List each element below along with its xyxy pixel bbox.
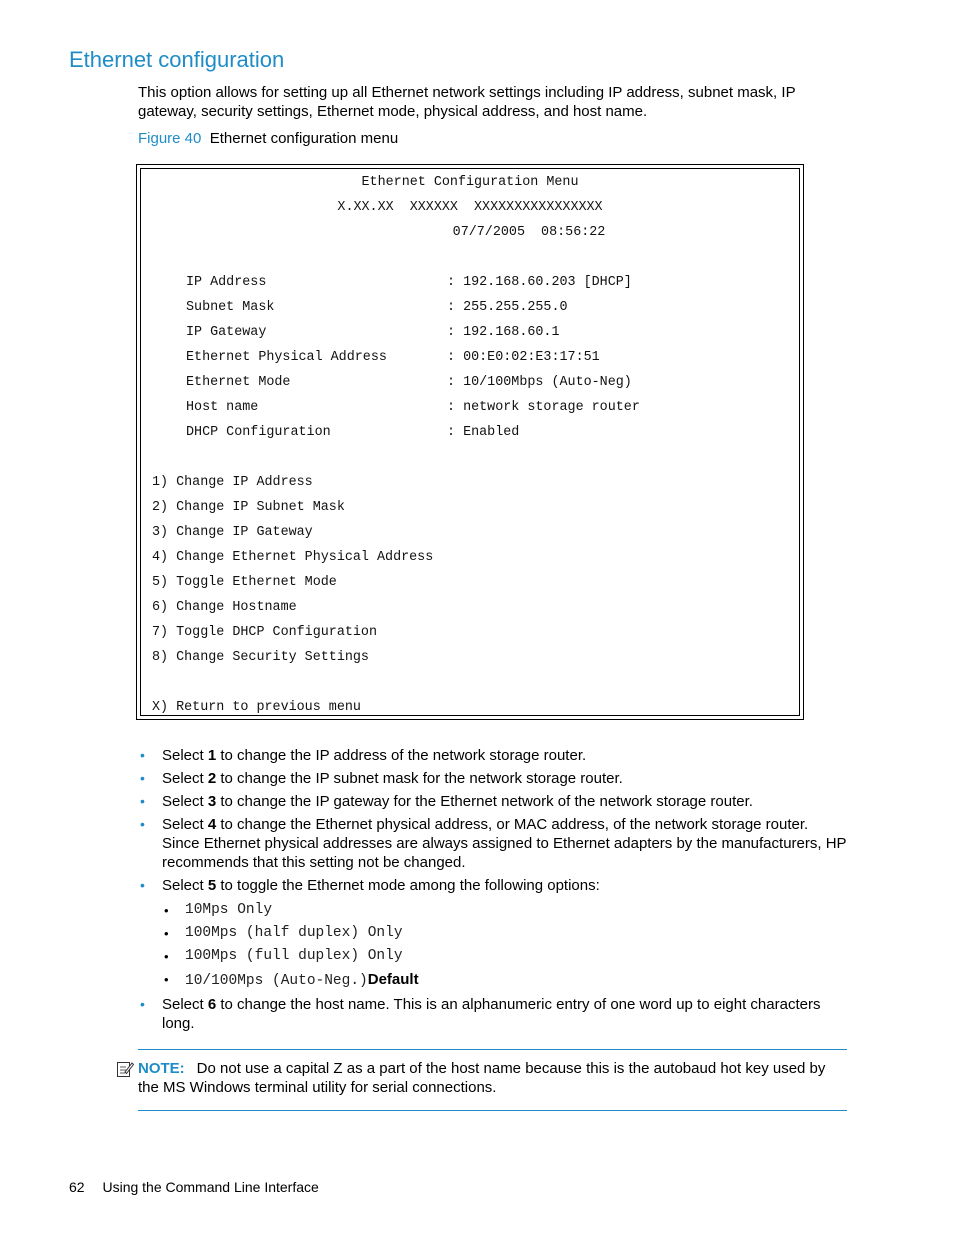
bullet-post: to change the IP subnet mask for the network storage router.	[216, 770, 623, 787]
mode-option-text: 10Mps Only	[185, 902, 273, 918]
bullet-key: 2	[207, 770, 217, 787]
list-item	[138, 815, 848, 872]
list-item	[138, 769, 848, 788]
setting-value: : Enabled	[447, 425, 520, 440]
sub-bullet-icon: •	[164, 926, 169, 941]
figure-caption-text: Ethernet configuration menu	[209, 130, 399, 147]
setting-value: : 10/100Mbps (Auto-Neg)	[447, 375, 632, 390]
setting-label: Ethernet Mode	[186, 375, 291, 390]
sub-bullet-icon: •	[164, 972, 169, 987]
bullet-pre: Select	[162, 816, 208, 833]
bullet-post: to toggle the Ethernet mode among the following options:	[216, 877, 600, 894]
figure-label: Figure 40	[138, 130, 202, 147]
setting-label: Ethernet Physical Address	[186, 350, 387, 365]
mode-option-list	[162, 899, 848, 991]
setting-label: IP Address	[186, 275, 267, 290]
default-label: Default	[367, 971, 419, 988]
mode-option-text: 100Mps (full duplex) Only	[185, 948, 403, 964]
terminal-version-line: X.XX.XX XXXXXX XXXXXXXXXXXXXXXX	[337, 200, 603, 215]
bullet-pre: Select	[162, 793, 208, 810]
mode-option	[162, 968, 848, 991]
setting-label: Subnet Mask	[186, 300, 275, 315]
menu-option: 7) Toggle DHCP Configuration	[152, 625, 377, 640]
option-bullet-list	[138, 746, 848, 1037]
bullet-key: 6	[207, 996, 217, 1013]
setting-label: Host name	[186, 400, 259, 415]
list-item	[138, 876, 848, 991]
list-item	[138, 995, 848, 1033]
sub-bullet-icon: •	[164, 903, 169, 918]
footer-section-title: Using the Command Line Interface	[102, 1179, 319, 1195]
bullet-icon: •	[140, 793, 145, 809]
menu-option: 4) Change Ethernet Physical Address	[152, 550, 434, 565]
bullet-post: to change the Ethernet physical address, or MAC address, of the network storage router. Since Ethernet physical addresses are always assigned to Ethernet adapters by the manufacturers, HP recommends that this setting not be changed.	[162, 816, 847, 871]
terminal-screen	[136, 164, 804, 720]
figure-caption	[138, 130, 398, 147]
setting-value: : 192.168.60.1	[447, 325, 560, 340]
bullet-key: 1	[207, 747, 217, 764]
bullet-key: 5	[207, 877, 217, 894]
bullet-key: 3	[207, 793, 217, 810]
bullet-icon: •	[140, 747, 145, 763]
setting-value: : network storage router	[447, 400, 640, 415]
setting-value: : 192.168.60.203 [DHCP]	[447, 275, 632, 290]
page-number: 62	[69, 1179, 85, 1195]
bullet-pre: Select	[162, 877, 208, 894]
note-pencil-icon	[116, 1060, 134, 1078]
menu-option: 2) Change IP Subnet Mask	[152, 500, 345, 515]
bullet-key: 4	[207, 816, 217, 833]
list-item	[138, 792, 848, 811]
setting-value: : 255.255.255.0	[447, 300, 568, 315]
setting-label: IP Gateway	[186, 325, 267, 340]
bullet-post: to change the IP gateway for the Ethernet network of the network storage router.	[216, 793, 753, 810]
bullet-icon: •	[140, 877, 145, 893]
terminal-menu-title: Ethernet Configuration Menu	[361, 175, 579, 190]
note-text-block	[138, 1060, 843, 1097]
section-title: Ethernet configuration	[69, 47, 285, 72]
page-footer	[69, 1179, 319, 1195]
menu-option: 5) Toggle Ethernet Mode	[152, 575, 337, 590]
mode-option-text: 10/100Mps (Auto-Neg.)	[185, 973, 368, 989]
note-label: NOTE:	[138, 1060, 185, 1077]
list-item	[138, 746, 848, 765]
mode-option	[162, 945, 848, 968]
setting-label: DHCP Configuration	[186, 425, 331, 440]
bullet-pre: Select	[162, 996, 208, 1013]
mode-option-text: 100Mps (half duplex) Only	[185, 925, 403, 941]
bullet-icon: •	[140, 816, 145, 832]
terminal-datetime: 07/7/2005 08:56:22	[452, 225, 606, 240]
bullet-pre: Select	[162, 747, 208, 764]
menu-option: 8) Change Security Settings	[152, 650, 369, 665]
bullet-icon: •	[140, 996, 145, 1012]
mode-option	[162, 899, 848, 922]
intro-paragraph: This option allows for setting up all Ethernet network settings including IP address, subnet mask, IP gateway, security settings, Ethernet mode, physical address, and host name.	[138, 84, 796, 120]
menu-option: 1) Change IP Address	[152, 475, 313, 490]
menu-option: 3) Change IP Gateway	[152, 525, 313, 540]
note-body: Do not use a capital Z as a part of the host name because this is the autobaud hot key used by the MS Windows terminal utility for serial connections.	[138, 1060, 826, 1096]
terminal-inner-frame	[140, 168, 800, 716]
bullet-pre: Select	[162, 770, 208, 787]
bullet-post: to change the host name. This is an alphanumeric entry of one word up to eight characters long.	[162, 996, 821, 1032]
menu-return-option: X) Return to previous menu	[152, 700, 361, 715]
sub-bullet-icon: •	[164, 949, 169, 964]
mode-option	[162, 922, 848, 945]
setting-value: : 00:E0:02:E3:17:51	[447, 350, 600, 365]
bullet-icon: •	[140, 770, 145, 786]
menu-option: 6) Change Hostname	[152, 600, 297, 615]
bullet-post: to change the IP address of the network storage router.	[216, 747, 587, 764]
